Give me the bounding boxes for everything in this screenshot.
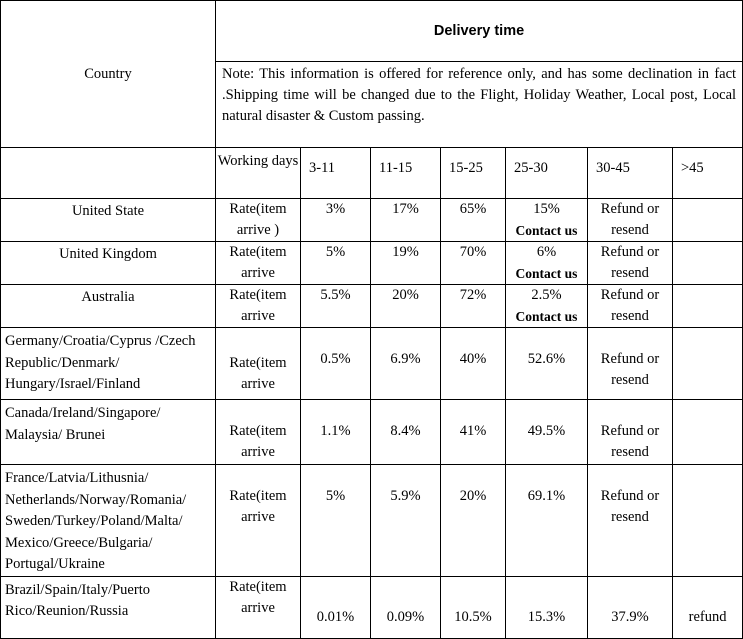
country-cell: Brazil/Spain/Italy/Puerto Rico/Reunion/Russia bbox=[1, 576, 216, 638]
rate-cell: 17% bbox=[371, 199, 441, 242]
rate-cell: 5.9% bbox=[371, 465, 441, 577]
rate-label-cell: Rate(item arrive bbox=[216, 285, 301, 328]
rate-value: 2.5% bbox=[531, 287, 562, 303]
country-cell: Germany/Croatia/Cyprus /Czech Republic/Denmark/ Hungary/Israel/Finland bbox=[1, 328, 216, 400]
rate-cell: 40% bbox=[441, 328, 506, 400]
rate-cell: 52.6% bbox=[506, 328, 588, 400]
table-row bbox=[1, 328, 743, 400]
rate-cell: 0.5% bbox=[301, 328, 371, 400]
rate-cell: 20% bbox=[371, 285, 441, 328]
rate-cell: 1.1% bbox=[301, 400, 371, 465]
rate-value: 15% bbox=[533, 201, 560, 217]
empty-corner-cell bbox=[1, 148, 216, 199]
rate-cell: 41% bbox=[441, 400, 506, 465]
rate-cell: 37.9% bbox=[588, 576, 673, 638]
range-header: 3-11 bbox=[301, 148, 371, 199]
rate-cell: 5.5% bbox=[301, 285, 371, 328]
country-cell: France/Latvia/Lithusnia/ Netherlands/Norway/Romania/ Sweden/Turkey/Poland/Malta/ Mexico/Greece/Bulgaria/ Portugal/Ukraine bbox=[1, 465, 216, 577]
rate-cell bbox=[673, 400, 743, 465]
table-row bbox=[1, 285, 743, 328]
rate-cell: 19% bbox=[371, 242, 441, 285]
rate-cell: Refund or resend bbox=[588, 328, 673, 400]
rate-label-cell: Rate(item arrive bbox=[216, 465, 301, 577]
rate-cell: Refund or resend bbox=[588, 285, 673, 328]
contact-us-text: Contact us bbox=[515, 309, 578, 324]
rate-cell: 69.1% bbox=[506, 465, 588, 577]
rate-cell: 5% bbox=[301, 465, 371, 577]
rate-cell: 70% bbox=[441, 242, 506, 285]
rate-cell bbox=[673, 242, 743, 285]
table-row bbox=[1, 242, 743, 285]
rate-label-cell: Rate(item arrive ) bbox=[216, 199, 301, 242]
rate-cell: 10.5% bbox=[441, 576, 506, 638]
rate-cell bbox=[506, 199, 588, 242]
country-cell: Australia bbox=[1, 285, 216, 328]
rate-cell bbox=[673, 465, 743, 577]
rate-cell bbox=[673, 285, 743, 328]
range-header: 25-30 bbox=[506, 148, 588, 199]
rate-cell: 8.4% bbox=[371, 400, 441, 465]
rate-label-cell: Rate(item arrive bbox=[216, 576, 301, 638]
table-row bbox=[1, 199, 743, 242]
rate-cell: Refund or resend bbox=[588, 400, 673, 465]
rate-cell bbox=[673, 199, 743, 242]
table-row bbox=[1, 465, 743, 577]
rate-cell: 72% bbox=[441, 285, 506, 328]
rate-cell: refund bbox=[673, 576, 743, 638]
rate-cell: 3% bbox=[301, 199, 371, 242]
rate-cell: 65% bbox=[441, 199, 506, 242]
country-cell: United State bbox=[1, 199, 216, 242]
country-cell: United Kingdom bbox=[1, 242, 216, 285]
rate-cell: Refund or resend bbox=[588, 465, 673, 577]
rate-cell bbox=[506, 285, 588, 328]
rate-label-cell: Rate(item arrive bbox=[216, 242, 301, 285]
range-header: 30-45 bbox=[588, 148, 673, 199]
rate-cell: 0.01% bbox=[301, 576, 371, 638]
rate-cell: Refund or resend bbox=[588, 199, 673, 242]
rate-cell: 15.3% bbox=[506, 576, 588, 638]
rate-value: 6% bbox=[536, 244, 557, 260]
table-row bbox=[1, 576, 743, 638]
range-header: 11-15 bbox=[371, 148, 441, 199]
rate-cell: 0.09% bbox=[371, 576, 441, 638]
reference-note: Note: This information is offered for reference only, and has some declination in fact .Shipping time will be changed due to the Flight, Holiday Weather, Local post, Local natural disaster & Custom passing. bbox=[216, 62, 743, 148]
country-header: Country bbox=[1, 1, 216, 148]
column-header-row bbox=[1, 148, 743, 199]
rate-cell bbox=[673, 328, 743, 400]
rate-cell: 49.5% bbox=[506, 400, 588, 465]
table-title: Delivery time bbox=[216, 1, 743, 62]
header-row bbox=[1, 1, 743, 62]
rate-cell: 6.9% bbox=[371, 328, 441, 400]
range-header: >45 bbox=[673, 148, 743, 199]
rate-label-cell: Rate(item arrive bbox=[216, 328, 301, 400]
rate-label-cell: Rate(item arrive bbox=[216, 400, 301, 465]
rate-cell: 20% bbox=[441, 465, 506, 577]
country-cell: Canada/Ireland/Singapore/ Malaysia/ Brunei bbox=[1, 400, 216, 465]
range-header: 15-25 bbox=[441, 148, 506, 199]
rate-cell bbox=[506, 242, 588, 285]
rate-cell: 5% bbox=[301, 242, 371, 285]
contact-us-text: Contact us bbox=[515, 266, 578, 281]
rate-cell: Refund or resend bbox=[588, 242, 673, 285]
working-days-header: Working days bbox=[216, 148, 301, 199]
table-row bbox=[1, 400, 743, 465]
contact-us-text: Contact us bbox=[515, 223, 578, 238]
